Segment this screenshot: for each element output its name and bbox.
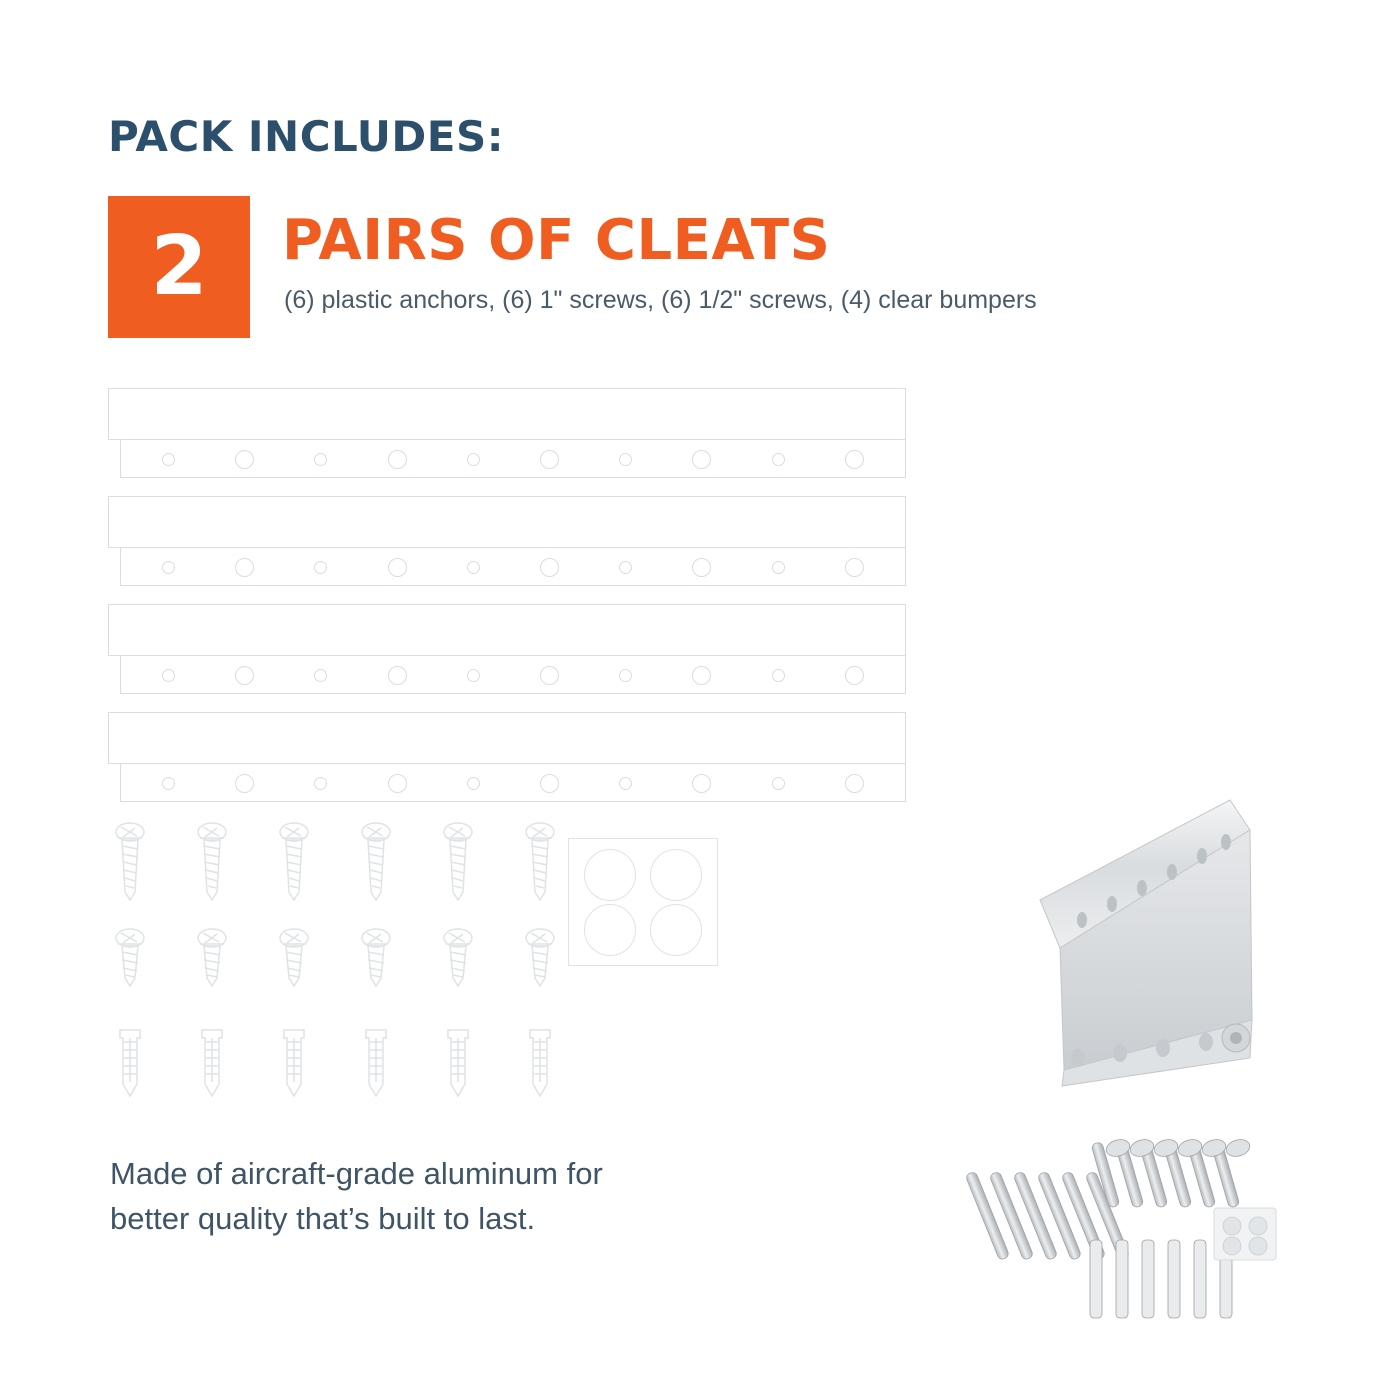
item-title: PAIRS OF CLEATS <box>282 208 831 273</box>
hole-icon <box>162 561 175 574</box>
hole-icon <box>692 558 711 577</box>
plastic-anchor-icon <box>514 1022 566 1108</box>
hole-icon <box>388 558 407 577</box>
material-description: Made of aircraft-grade aluminum for better quality that’s built to last. <box>110 1156 603 1236</box>
screw-short-icon <box>350 920 402 1006</box>
hole-icon <box>619 777 632 790</box>
cleat-bars-diagram <box>108 388 908 820</box>
screw-long-icon <box>104 818 156 904</box>
screw-long-icon <box>432 818 484 904</box>
pack-includes-heading: PACK INCLUDES: <box>108 112 504 161</box>
hole-icon <box>467 669 480 682</box>
hole-icon <box>162 669 175 682</box>
screw-long-icon <box>514 818 566 904</box>
quantity-badge <box>108 196 250 338</box>
cleat-bar <box>108 388 906 468</box>
screw-short-icon <box>186 920 238 1006</box>
cleat-bar <box>108 604 906 684</box>
hole-icon <box>388 774 407 793</box>
cleat-bar-face <box>108 604 906 656</box>
hole-icon <box>467 453 480 466</box>
hardware-photo <box>965 1137 1276 1318</box>
hole-icon <box>540 450 559 469</box>
bumper-icon <box>584 904 636 956</box>
hole-icon <box>845 450 864 469</box>
hole-icon <box>540 666 559 685</box>
hole-icon <box>314 669 327 682</box>
cleat-bar-holes <box>120 656 906 694</box>
product-photo <box>960 770 1360 1330</box>
cleat-bar-holes <box>120 548 906 586</box>
hole-icon <box>772 777 785 790</box>
plastic-anchor-icon <box>350 1022 402 1108</box>
bumper-icon <box>584 849 636 901</box>
cleat-bar-holes <box>120 440 906 478</box>
hardware-diagram <box>104 818 566 1124</box>
hole-icon <box>845 774 864 793</box>
hole-icon <box>540 774 559 793</box>
hole-icon <box>314 777 327 790</box>
item-contents-list: (6) plastic anchors, (6) 1" screws, (6) 1/2" screws, (4) clear bumpers <box>284 286 1037 314</box>
hole-icon <box>314 453 327 466</box>
hole-icon <box>692 774 711 793</box>
hole-icon <box>692 666 711 685</box>
hole-icon <box>162 453 175 466</box>
hole-icon <box>845 666 864 685</box>
screw-short-icon <box>432 920 484 1006</box>
hole-icon <box>772 669 785 682</box>
cleat-bar-face <box>108 496 906 548</box>
hole-icon <box>162 777 175 790</box>
hole-icon <box>692 450 711 469</box>
hole-icon <box>619 561 632 574</box>
hole-icon <box>540 558 559 577</box>
clear-bumpers-sheet <box>568 838 718 966</box>
screw-short-icon <box>514 920 566 1006</box>
hole-icon <box>314 561 327 574</box>
hole-icon <box>619 453 632 466</box>
cleat-bar-face <box>108 712 906 764</box>
screw-short-icon <box>268 920 320 1006</box>
aluminum-cleat-photo <box>1040 800 1252 1086</box>
plastic-anchor-icon <box>268 1022 320 1108</box>
hole-icon <box>235 558 254 577</box>
screw-long-icon <box>350 818 402 904</box>
hole-icon <box>388 450 407 469</box>
cleat-bar <box>108 712 906 792</box>
cleat-bar <box>108 496 906 576</box>
hole-icon <box>772 561 785 574</box>
bumper-icon <box>650 849 702 901</box>
screw-row-long <box>104 818 566 904</box>
plastic-anchor-icon <box>104 1022 156 1108</box>
hole-icon <box>388 666 407 685</box>
hole-icon <box>235 774 254 793</box>
hole-icon <box>467 561 480 574</box>
hole-icon <box>772 453 785 466</box>
hole-icon <box>235 450 254 469</box>
plastic-anchor-icon <box>186 1022 238 1108</box>
screw-short-icon <box>104 920 156 1006</box>
quantity-badge-number: 2 <box>150 219 208 314</box>
hole-icon <box>235 666 254 685</box>
cleat-bar-face <box>108 388 906 440</box>
hole-icon <box>619 669 632 682</box>
bumper-icon <box>650 904 702 956</box>
hole-icon <box>845 558 864 577</box>
hole-icon <box>467 777 480 790</box>
anchor-row <box>104 1022 566 1108</box>
screw-long-icon <box>268 818 320 904</box>
cleat-bar-holes <box>120 764 906 802</box>
screw-row-short <box>104 920 566 1006</box>
screw-long-icon <box>186 818 238 904</box>
plastic-anchor-icon <box>432 1022 484 1108</box>
